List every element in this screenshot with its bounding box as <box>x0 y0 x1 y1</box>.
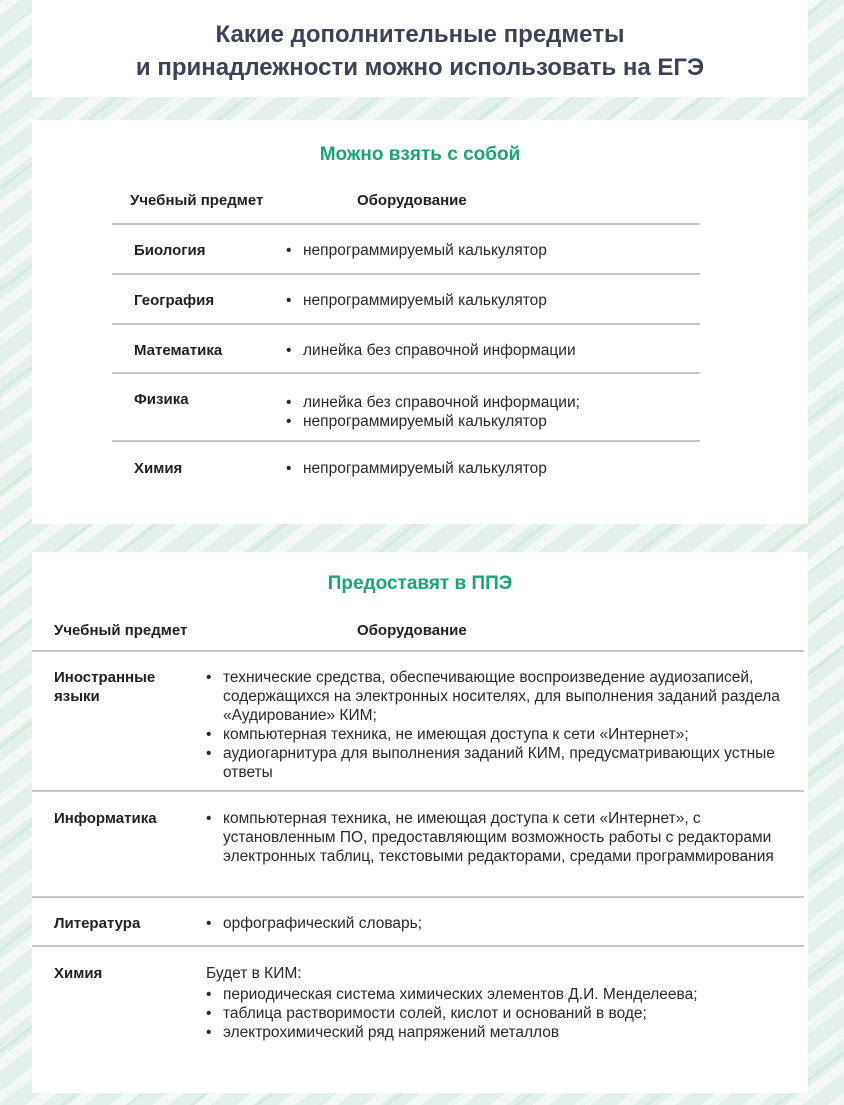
page-title-line-2: и принадлежности можно использовать на ЕГЭ <box>135 54 705 81</box>
bring-row-equipment <box>286 241 547 260</box>
provided-row-subject <box>54 668 155 706</box>
bring-row-equipment <box>286 393 580 431</box>
bring-row-subject: Биология <box>134 242 206 259</box>
provided-row-subject: Литература <box>54 915 141 932</box>
equipment-item: • непрограммируемый калькулятор <box>286 291 547 310</box>
equipment-item: • орфографический словарь; <box>206 914 786 933</box>
row-divider <box>112 323 700 325</box>
provided-subject-line: языки <box>54 688 100 705</box>
equipment-item: • таблица растворимости солей, кислот и оснований в воде; <box>206 1004 796 1023</box>
bring-col-subject-header: Учебный предмет <box>130 192 264 209</box>
bring-header-divider <box>112 223 700 225</box>
bring-row-equipment <box>286 291 547 310</box>
provided-section-title: Предоставят в ППЭ <box>327 573 513 594</box>
bring-row-subject: География <box>134 292 215 309</box>
bring-section-title: Можно взять с собой <box>319 144 521 165</box>
bring-row-subject: Химия <box>134 460 183 477</box>
row-divider <box>112 440 700 442</box>
equipment-item: • аудиогарнитура для выполнения заданий КИМ, предусматривающих устные ответы <box>206 744 786 782</box>
bring-with-you-card <box>32 120 808 524</box>
equipment-item: • технические средства, обеспечивающие воспроизведение аудиозаписей, содержащихся на электронных носителях, для выполнения заданий раздела «Аудирование» КИМ; <box>206 668 786 725</box>
row-divider <box>112 372 700 374</box>
bring-row-subject: Физика <box>134 391 189 408</box>
provided-row-subject: Информатика <box>54 810 157 827</box>
provided-header-divider <box>32 650 804 652</box>
bring-col-equipment-header: Оборудование <box>357 192 467 209</box>
provided-at-exam-card <box>32 552 808 1093</box>
equipment-lead-text: Будет в КИМ: <box>206 965 302 982</box>
equipment-item: • периодическая система химических элементов Д.И. Менделеева; <box>206 985 796 1004</box>
provided-subject-line: Иностранные <box>54 669 156 686</box>
equipment-item: • непрограммируемый калькулятор <box>286 412 580 431</box>
provided-row-equipment <box>206 914 786 933</box>
provided-col-equipment-header: Оборудование <box>357 622 467 639</box>
page-title <box>32 18 808 84</box>
row-divider <box>32 945 804 947</box>
row-divider <box>32 896 804 898</box>
bring-row-subject: Математика <box>134 342 223 359</box>
equipment-item: • линейка без справочной информации; <box>286 393 580 412</box>
provided-row-equipment <box>206 809 786 866</box>
provided-col-subject-header: Учебный предмет <box>54 622 188 639</box>
equipment-item: • компьютерная техника, не имеющая доступа к сети «Интернет»; <box>206 725 786 744</box>
row-divider <box>32 790 804 792</box>
bring-row-equipment <box>286 341 576 360</box>
equipment-item: • непрограммируемый калькулятор <box>286 241 547 260</box>
row-divider <box>112 273 700 275</box>
title-card <box>32 0 808 97</box>
provided-row-subject: Химия <box>54 965 103 982</box>
provided-row-equipment <box>206 964 796 1042</box>
bring-row-equipment <box>286 459 547 478</box>
equipment-item: • компьютерная техника, не имеющая доступа к сети «Интернет», с установленным ПО, предоставляющим возможность работы с редакторами электронных таблиц, текстовыми редакторами, средами программирования <box>206 809 786 866</box>
equipment-item: • электрохимический ряд напряжений металлов <box>206 1023 796 1042</box>
page-title-line-1: Какие дополнительные предметы <box>215 21 625 48</box>
provided-row-equipment <box>206 668 786 782</box>
equipment-item: • непрограммируемый калькулятор <box>286 459 547 478</box>
equipment-item: • линейка без справочной информации <box>286 341 576 360</box>
